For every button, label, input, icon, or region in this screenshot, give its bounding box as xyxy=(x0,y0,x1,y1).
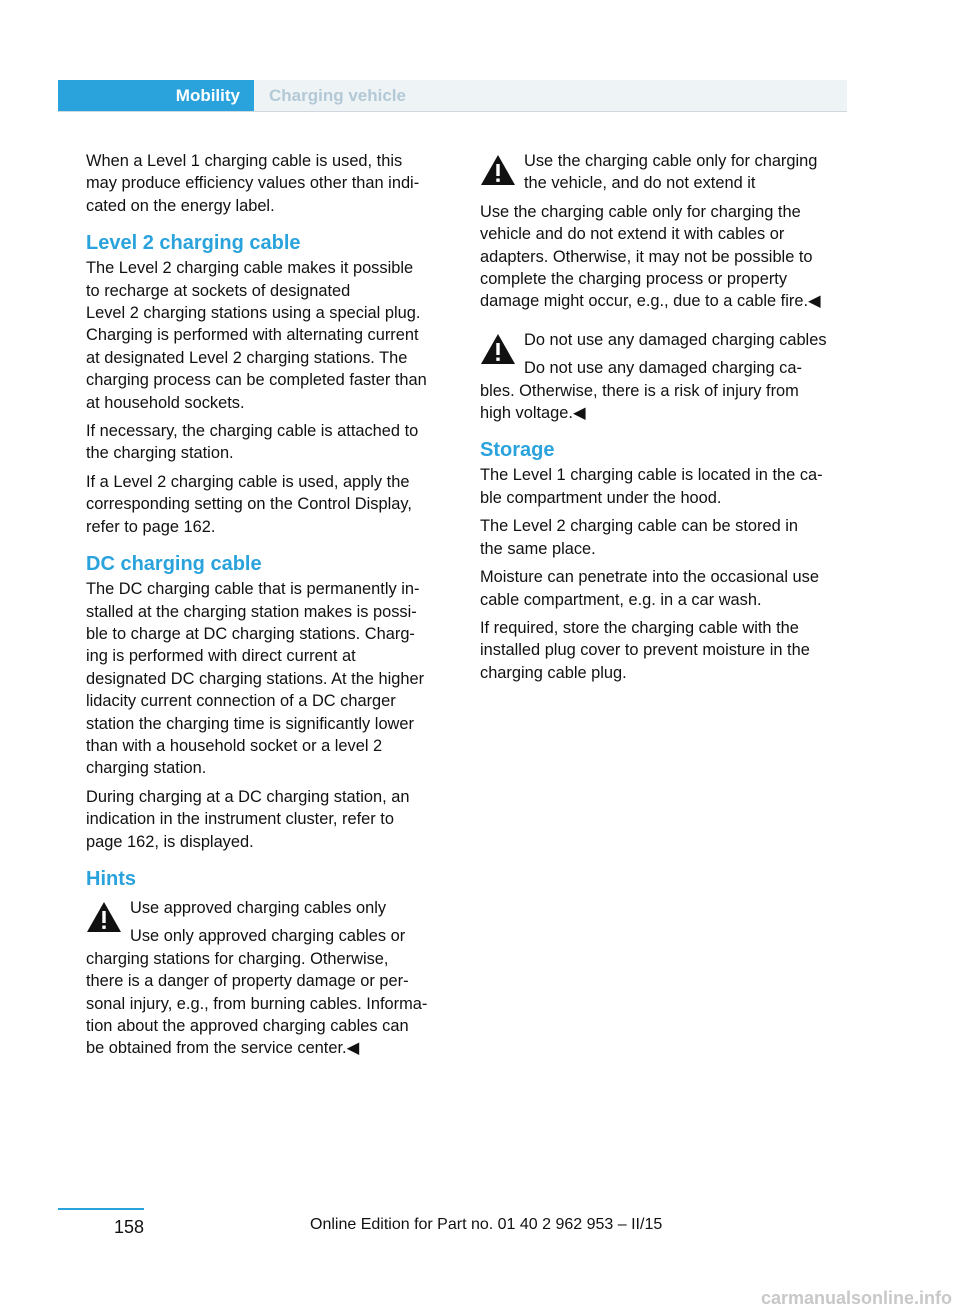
warning-triangle-icon xyxy=(480,154,516,186)
edition-note: Online Edition for Part no. 01 40 2 962 953 – II/15 xyxy=(310,1216,663,1233)
page-number: 158 xyxy=(113,1217,144,1237)
warning-body-first-line: Use only approved charging cables or xyxy=(130,927,406,946)
dc-heading: DC charging cable xyxy=(86,553,262,576)
watermark: carmanualsonline.info xyxy=(760,1288,952,1308)
warning-triangle-icon xyxy=(86,901,122,933)
intro-paragraph: When a Level 1 charging cable is used, this may produce efficiency values other than indi- cated on the energy label. xyxy=(86,152,420,215)
warning-title: Do not use any damaged charging cables xyxy=(524,330,827,349)
dc-paragraph-1: The DC charging cable that is permanently in- stalled at the charging station makes is possi- ble to charge at DC charging stations. Charg- ing is performed with direct current at designated DC charging stations. At the higher lidacity current connection of a DC charger station the charging time is significantly lower than with a household socket or a level 2 charging station. xyxy=(86,580,425,778)
storage-paragraph-2: The Level 2 charging cable can be stored in the same place. xyxy=(480,517,799,558)
level2-heading: Level 2 charging cable xyxy=(86,232,301,255)
chapter-tab[interactable]: Mobility xyxy=(58,80,254,111)
warning-triangle-icon xyxy=(480,333,516,365)
no-extend-warning xyxy=(480,150,852,195)
level2-paragraph-1: The Level 2 charging cable makes it possible to recharge at sockets of designated Level 2 charging stations using a special plug. Charging is performed with alternating current at designated Level 2 charging stations. The charging process can be completed faster than at household sockets. xyxy=(86,259,427,412)
warning-body: bles. Otherwise, there is a risk of injury from high voltage.◀ xyxy=(480,381,799,423)
left-column xyxy=(86,150,458,1066)
warning-title: Use the charging cable only for charging the vehicle, and do not extend it xyxy=(524,152,818,193)
footer-divider xyxy=(58,1208,144,1210)
level2-paragraph-2: If necessary, the charging cable is attached to the charging station. xyxy=(86,422,419,463)
warning-body: Use the charging cable only for charging the vehicle and do not extend it with cables or adapters. Otherwise, it may not be possible to complete the charging process or property damage might occur, e.g., due to a cable fire.◀ xyxy=(480,202,821,311)
hints-heading: Hints xyxy=(86,867,136,890)
storage-paragraph-3: Moisture can penetrate into the occasional use cable compartment, e.g. in a car wash. xyxy=(480,568,819,609)
storage-paragraph-4: If required, store the charging cable with the installed plug cover to prevent moisture in the charging cable plug. xyxy=(480,618,810,682)
spacer xyxy=(480,319,852,329)
warning-body-first-line: Do not use any damaged charging ca- xyxy=(524,359,802,378)
warning-body: charging stations for charging. Otherwise, there is a danger of property damage or per- sonal injury, e.g., from burning cables. Informa- tion about the approved charging cables can be obtained from the service center.◀ xyxy=(86,949,428,1058)
warning-title: Use approved charging cables only xyxy=(130,898,387,917)
storage-heading: Storage xyxy=(480,439,555,462)
level2-paragraph-3: If a Level 2 charging cable is used, apply the corresponding setting on the Control Display, refer to page 162. xyxy=(86,472,412,536)
dc-paragraph-2: During charging at a DC charging station, an indication in the instrument cluster, refer to page 162, is displayed. xyxy=(86,787,410,851)
storage-paragraph-1: The Level 1 charging cable is located in the ca- ble compartment under the hood. xyxy=(480,466,823,507)
page-header xyxy=(58,80,847,111)
right-column xyxy=(480,150,852,690)
section-tab[interactable]: Charging vehicle xyxy=(254,80,847,111)
approved-cables-warning xyxy=(86,897,458,948)
header-divider xyxy=(58,111,847,112)
damaged-cables-warning xyxy=(480,329,852,380)
